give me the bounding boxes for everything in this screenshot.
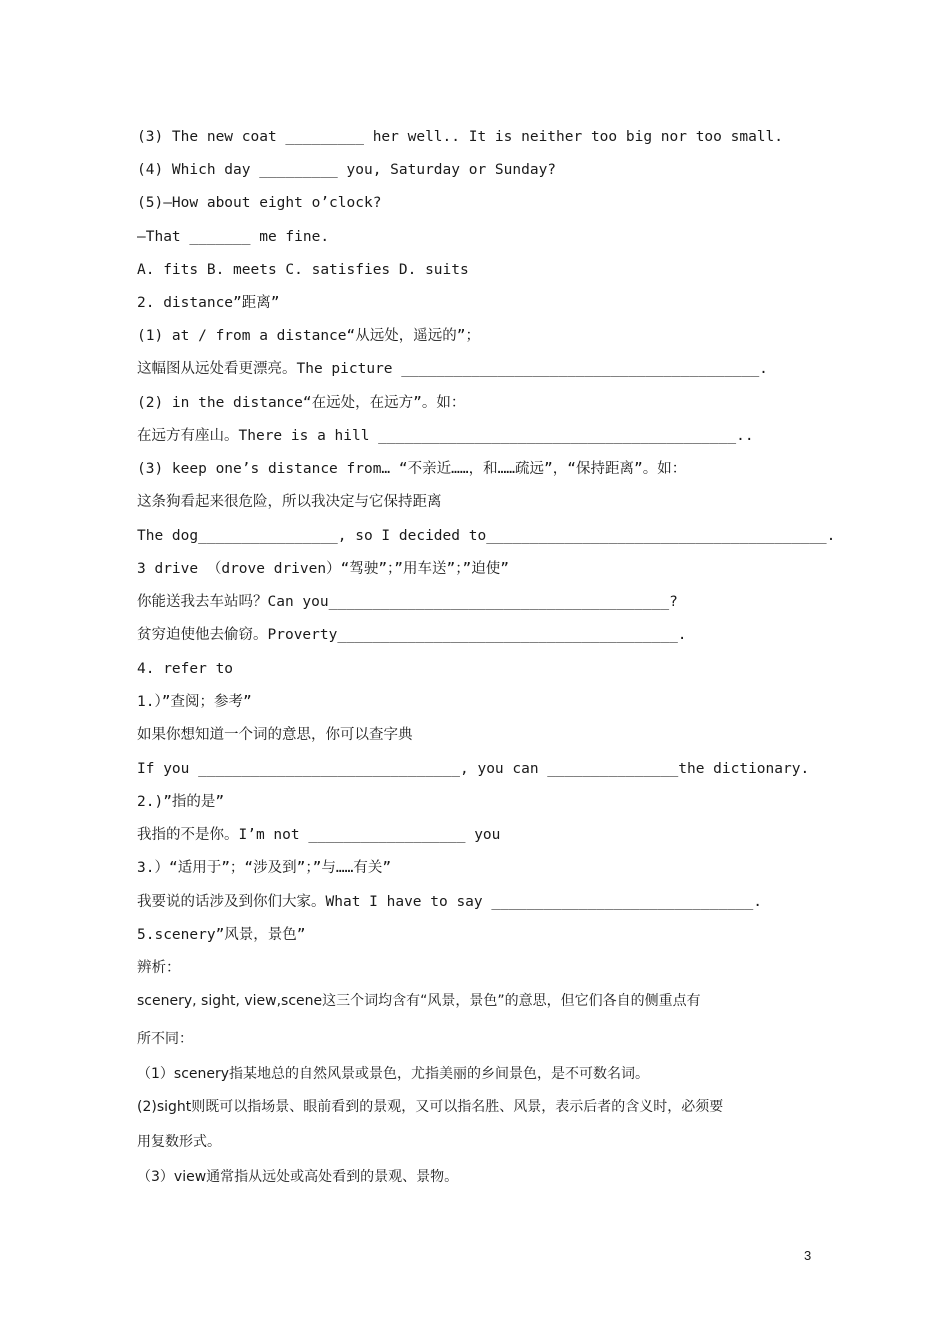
text-line: 这条狗看起来很危险，所以我决定与它保持距离 [137,494,442,510]
text-line: 3 drive （drove driven）“驾驶”；”用车送”；”迫使” [137,561,509,577]
text-line: 如果你想知道一个词的意思，你可以查字典 [137,727,413,743]
text-line: （1）scenery指某地总的自然风景或景色，尤指美丽的乡间景色，是不可数名词。 [137,1066,650,1082]
text-line: 在远方有座山。There is a hill _________________________________________.. [137,428,754,444]
text-line: 3.）“适用于”；“涉及到”；”与……有关” [137,860,392,876]
text-line: (3) The new coat _________ her well.. It is neither too big nor too small. [137,129,784,145]
text-line: (2) in the distance“在远处，在远方”。如： [137,395,466,411]
text-line: 我要说的话涉及到你们大家。What I have to say ______________________________. [137,894,762,910]
page-number: 3 [804,1248,812,1263]
text-line: 1.）”查阅；参考” [137,694,252,710]
text-line: 你能送我去车站吗？Can you_______________________________________? [137,594,678,610]
text-line: (4) Which day _________ you, Saturday or Sunday? [137,162,557,178]
text-line: 所不同： [137,1031,193,1047]
text-line: (3) keep one’s distance from… “不亲近……，和……疏远”，“保持距离”。如： [137,461,687,477]
text-line: A. fits B. meets C. satisfies D. suits [137,262,469,278]
text-line: 2.)”指的是” [137,794,225,810]
text-line: 4. refer to [137,661,234,677]
text-line: (2)sight则既可以指场景、眼前看到的景观，又可以指名胜、风景，表示后者的含义时，必须要 [137,1099,724,1115]
text-line: 这幅图从远处看更漂亮。The picture _________________________________________. [137,361,768,377]
text-line: (5)—How about eight o’clock? [137,195,382,211]
text-line: The dog________________, so I decided to_______________________________________. [137,528,836,544]
text-line: （3）view通常指从远处或高处看到的景观、景物。 [137,1169,459,1185]
text-line: 2. distance”距离” [137,295,280,311]
text-line: (1) at / from a distance“从远处，遥远的”； [137,328,480,344]
text-line: 辨析： [137,960,181,976]
text-line: scenery, sight, view,scene这三个词均含有“风景，景色”的意思，但它们各自的侧重点有 [137,993,701,1009]
text-line: 用复数形式。 [137,1134,221,1150]
text-line: 5.scenery”风景，景色” [137,927,306,943]
text-line: If you ______________________________, you can _______________the dictionary. [137,761,810,777]
text-line: —That _______ me fine. [137,229,330,245]
text-line: 贫穷迫使他去偷窃。Proverty_______________________________________. [137,627,687,643]
text-line: 我指的不是你。I’m not __________________ you [137,827,501,843]
